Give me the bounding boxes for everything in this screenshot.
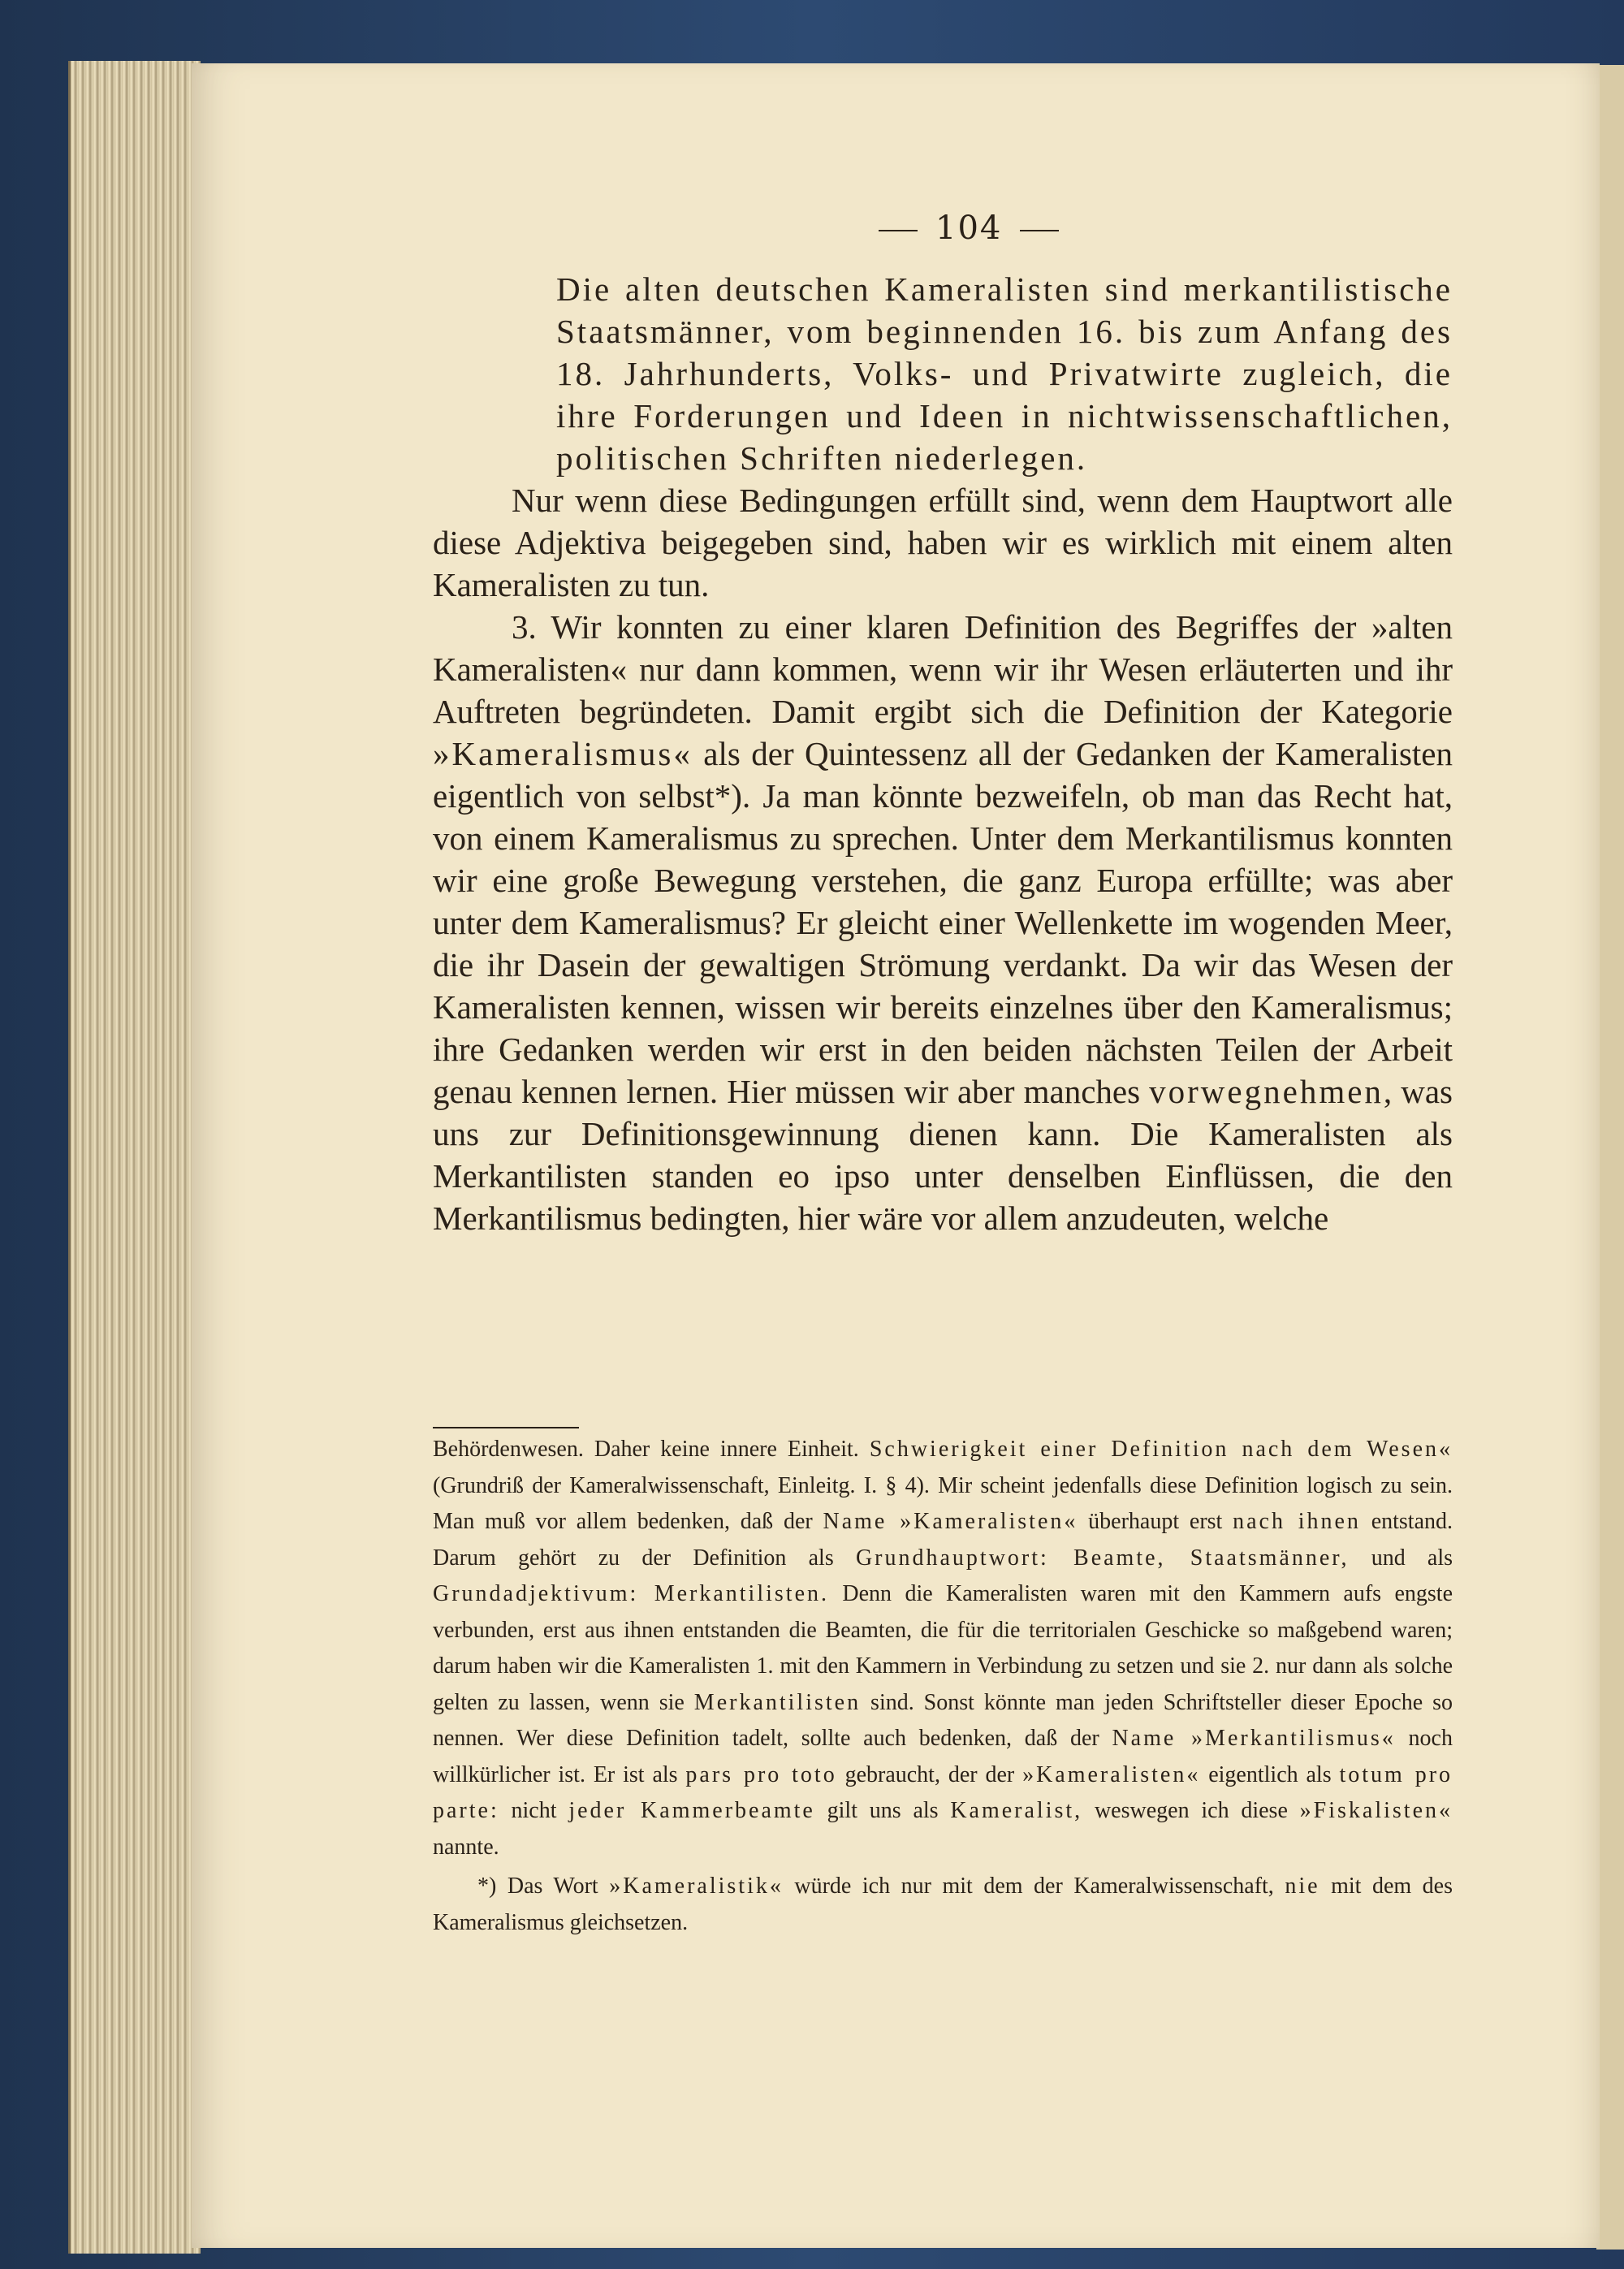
fn-t11: Denn die Kameralisten waren mit den Kammern aufs engste verbunden, erst aus ihnen entstanden die Beamten, die für die territorialen Geschicke so maßgebend waren; darum haben wir die Kameralisten 1. mit den Kammern in Verbindung zu setzen und sie 2. nur dann als solche gelten zu lassen, wenn sie: [433, 1581, 1453, 1715]
paragraph-2-text-e: , was uns zur Definitionsgewinnung dienen kann. Die Kameralisten als Merkantilisten standen eo ipso unter denselben Einflüssen, die den Merkantilismus bedingten, hier wäre vor allem anzudeuten, welche: [433, 1073, 1453, 1237]
fn-t7: entstand. Darum gehört zu der Definition als: [433, 1509, 1453, 1571]
fn-t26: »Fiskalisten«: [1299, 1798, 1453, 1823]
paragraph-2: [433, 606, 1453, 1239]
fn-s4: nie: [1285, 1874, 1320, 1899]
fn-t17: gebraucht, der der: [836, 1761, 1023, 1787]
fn-t3: (Grundriß der Kameralwissenschaft, Einleitg. I. § 4). Mir scheint jedenfalls diese Definition logisch zu sein. Man muß vor allem bedenken, daß der: [433, 1472, 1453, 1534]
page-number: [861, 210, 1077, 247]
fn-t1: Behördenwesen. Daher keine innere Einheit.: [433, 1437, 870, 1462]
fn-t6: nach ihnen: [1233, 1509, 1361, 1534]
fn-t13: sind. Sonst könnte man jeden Schriftsteller dieser Epoche so nennen. Wer diese Definition tadelt, sollte auch bedenken, daß der: [433, 1689, 1453, 1751]
main-text: [433, 268, 1453, 1239]
fn-t12: Merkantilisten: [693, 1689, 862, 1715]
fn-t25: weswegen ich diese: [1082, 1798, 1300, 1823]
paragraph-2-text-c: als der Quintessenz all der Gedanken der Kameralisten eigentlich von selbst*). Ja man könnte bezweifeln, ob man das Recht hat, von einem Kameralismus zu sprechen. Unter dem Merkantilismus konnten wir eine große Bewegung verstehen, die ganz Europa erfüllte; was aber unter dem Kameralismus? Er gleicht einer Wellenkette im wogenden Meer, die ihr Dasein der gewaltigen Strömung verdankt. Da wir das Wesen der Kameralisten kennen, wissen wir bereits einzelnes über den Kameralismus; ihre Gedanken werden wir erst in den beiden nächsten Teilen der Arbeit genau kennen lernen. Hier müssen wir aber manches: [433, 735, 1453, 1110]
fn-t19: eigentlich als: [1200, 1761, 1340, 1787]
fn-t21: nicht: [499, 1798, 569, 1823]
fn-t2: Schwierigkeit einer Definition nach dem Wesen«: [869, 1437, 1453, 1462]
paragraph-2-term-kameralismus: »Kameralismus«: [433, 735, 693, 772]
page-number-value: 104: [935, 210, 1003, 247]
fn-t14: Name »Merkantilismus«: [1112, 1726, 1396, 1751]
footnote-continued: [433, 1432, 1453, 1865]
fn-t18: »Kameralisten«: [1022, 1761, 1201, 1787]
fn-s1: *) Das Wort: [477, 1874, 610, 1899]
book-page-edges: [68, 61, 201, 2254]
fn-t5: überhaupt erst: [1078, 1509, 1233, 1534]
paragraph-2-term-vorwegnehmen: vorwegnehmen: [1149, 1073, 1384, 1110]
fn-t22: jeder Kammerbeamte: [568, 1798, 815, 1823]
fn-s2: »Kameralistik«: [609, 1874, 784, 1899]
fn-t27: nannte.: [433, 1834, 499, 1860]
fn-t9: und als: [1349, 1545, 1453, 1571]
definition-block: Die alten deutschen Kameralisten sind merkantilistische Staatsmänner, vom beginnenden 16. bis zum Anfang des 18. Jahrhunderts, Volks- und Privatwirte zugleich, die ihre Forderungen und Ideen in nichtwissenschaftlichen, politischen Schriften niederlegen.: [556, 270, 1453, 477]
fn-t16: pars pro toto: [685, 1761, 837, 1787]
page-number-dash-right: [1020, 230, 1059, 231]
fn-t15: noch willkürlicher ist. Er ist als: [433, 1726, 1453, 1787]
fn-t8: Grundhauptwort: Beamte, Staatsmänner,: [855, 1545, 1350, 1571]
footnote-divider: [433, 1427, 579, 1428]
fn-t23: gilt uns als: [814, 1798, 951, 1823]
paragraph-1: Nur wenn diese Bedingungen erfüllt sind, wenn dem Hauptwort alle diese Adjektiva beigegeben sind, haben wir es wirklich mit einem alten Kameralisten zu tun.: [433, 482, 1453, 603]
page-number-dash-left: [879, 230, 918, 231]
fn-t20: totum pro parte:: [433, 1761, 1453, 1823]
next-page-edge: [1596, 65, 1624, 2250]
paragraph-2-text-a: 3. Wir konnten zu einer klaren Definition des Begriffes der »alten Kameralisten« nur dann kommen, wenn wir ihr Wesen erläuterten und ihr Auftreten begründeten. Damit ergibt sich die Definition der Kategorie: [433, 608, 1453, 730]
fn-t10: Grundadjektivum: Merkantilisten.: [433, 1581, 829, 1606]
fn-s3: würde ich nur mit dem der Kameralwissenschaft,: [783, 1874, 1285, 1899]
footnote-star: [433, 1869, 1453, 1941]
fn-t24: Kameralist,: [950, 1798, 1083, 1823]
fn-t4: Name »Kameralisten«: [823, 1509, 1078, 1534]
fn-s5: mit dem des Kameralismus gleichsetzen.: [433, 1874, 1453, 1935]
footnotes: [433, 1432, 1453, 1941]
